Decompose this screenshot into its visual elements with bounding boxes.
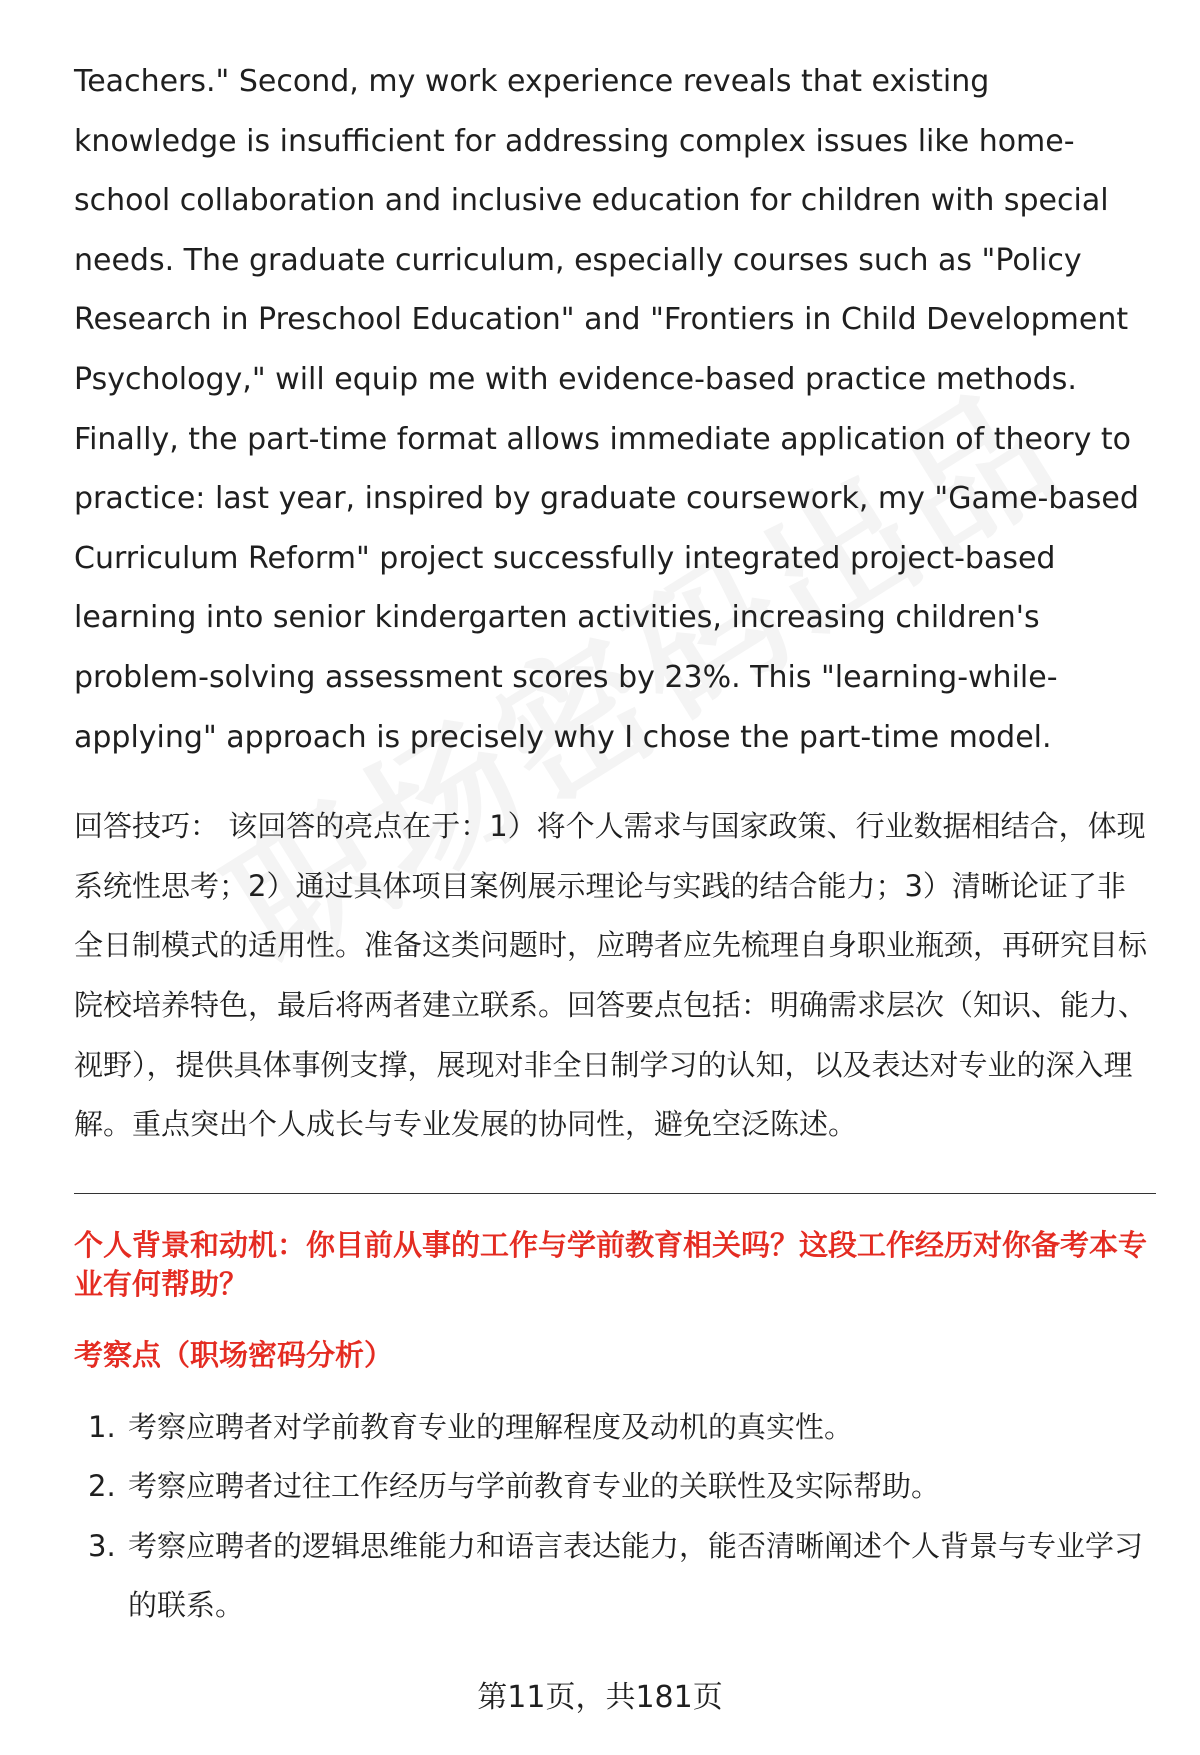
list-item [74,1457,1154,1517]
list-item-number: 2. [88,1469,116,1504]
list-item [74,1398,1154,1458]
list-item-text: 考察应聘者的逻辑思维能力和语言表达能力，能否清晰阐述个人背景与专业学习的联系。 [128,1528,1144,1623]
answer-tips [74,797,1154,1155]
page-footer: 第11页，共181页 [477,1680,723,1715]
list-item-text: 考察应聘者过往工作经历与学前教育专业的关联性及实际帮助。 [128,1469,941,1504]
answer-continuation: Teachers." Second, my work experience reveals that existing knowledge is insufficient for addressing complex issues like home-school collaboration and inclusive education for children with special needs. The graduate curriculum, especially courses such as "Policy Research in Preschool Education" and "Frontiers in Child Development Psychology," will equip me with evidence-based practice methods. Finally, the part-time format allows immediate application of theory to practice: last year, inspired by graduate coursework, my "Game-based Curriculum Reform" project successfully integrated project-based learning into senior kindergarten activities, increasing children's problem-solving assessment scores by 23%. This "learning-while-applying" approach is precisely why I chose the part-time model. [74,64,1139,755]
section-divider [74,1193,1156,1194]
tips-label: 回答技巧： [74,809,220,844]
list-item-number: 3. [88,1528,116,1563]
list-item-text: 考察应聘者对学前教育专业的理解程度及动机的真实性。 [128,1409,854,1444]
assessment-points-list [74,1398,1154,1636]
tips-text: 该回答的亮点在于：1）将个人需求与国家政策、行业数据相结合，体现系统性思考；2）通过具体项目案例展示理论与实践的结合能力；3）清晰论证了非全日制模式的适用性。准备这类问题时，应聘者应先梳理自身职业瓶颈，再研究目标院校培养特色，最后将两者建立联系。回答要点包括：明确需求层次（知识、能力、视野），提供具体事例支撑，展现对非全日制学习的认知，以及表达对专业的深入理解。重点突出个人成长与专业发展的协同性，避免空泛陈述。 [74,809,1148,1142]
list-item-number: 1. [88,1409,116,1444]
assessment-points-heading: 考察点（职场密码分析） [74,1337,394,1372]
list-item [74,1517,1154,1636]
question-heading: 个人背景和动机：你目前从事的工作与学前教育相关吗？这段工作经历对你备考本专业有何帮助？ [74,1227,1148,1301]
page-content [74,52,1154,1636]
